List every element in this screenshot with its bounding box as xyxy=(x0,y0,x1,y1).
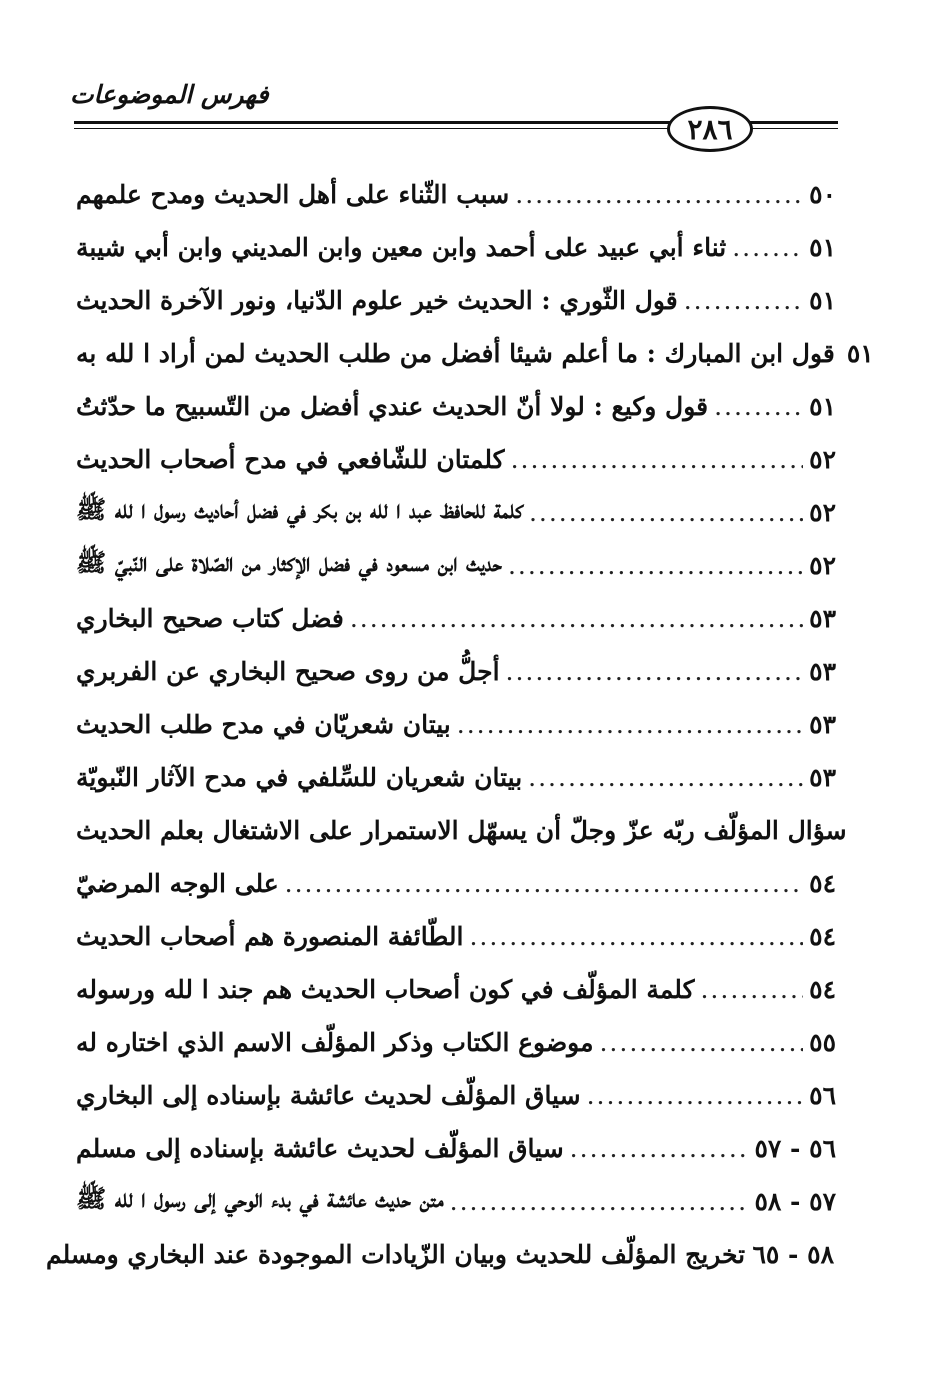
leader-dots xyxy=(528,763,803,792)
toc-entry: بيتان شعريان للسِّلفي في مدح الآثار النّبويّة ..... ٥٣ xyxy=(76,751,836,804)
leader-dots xyxy=(506,657,804,686)
leader-dots xyxy=(350,604,803,633)
toc-page: ٥٤ xyxy=(809,975,836,1004)
leader-dots xyxy=(511,445,804,474)
leader-dots xyxy=(508,551,803,580)
leader-dots xyxy=(529,498,803,527)
toc-page: ٥٤ xyxy=(809,869,836,898)
toc-page: ٥٢ xyxy=(809,551,836,580)
toc-entry: قول وكيع : لولا أنّ الحديث عندي أفضل من التّسبيح ما حدّثتُ ..... ٥١ xyxy=(76,380,836,433)
toc-entry: على الوجه المرضيّ ..... ٥٤ xyxy=(76,857,836,910)
leader-dots xyxy=(457,710,803,739)
toc-page: ٥٢ xyxy=(809,498,836,527)
toc-entry: كلمة المؤلّف في كون أصحاب الحديث هم جند ا لله ورسوله ..... ٥٤ xyxy=(76,963,836,1016)
toc-entry: موضوع الكتاب وذكر المؤلّف الاسم الذي اختاره له ..... ٥٥ xyxy=(76,1016,836,1069)
leader-dots xyxy=(684,286,803,315)
toc-page: ٥٣ xyxy=(809,710,836,739)
toc-page: ٥٦ xyxy=(809,1081,836,1110)
toc-page: ٥٣ xyxy=(809,657,836,686)
leader-dots xyxy=(587,1081,804,1110)
leader-dots xyxy=(599,1028,803,1057)
toc-entry: كلمة للحافظ عبد ا لله بن بكر في فضل أحاديث رسول ا لله ﷺ ..... ٥٢ xyxy=(76,486,836,539)
leader-dots xyxy=(450,1187,749,1216)
toc-entry-wrapped-line: سؤال المؤلّف ربّه عزّ وجلّ أن يسهّل الاستمرار على الاشتغال بعلم الحديث xyxy=(76,816,847,845)
toc-page: ٥٧ - ٥٨ xyxy=(754,1187,836,1216)
toc-entry: بيتان شعريّان في مدح طلب الحديث ..... ٥٣ xyxy=(76,698,836,751)
toc-page: ٥٢ xyxy=(809,445,836,474)
toc-page: ٥٠ xyxy=(809,180,836,209)
running-header-title: فهرس الموضوعات xyxy=(70,80,269,109)
toc-page: ٥٦ - ٥٧ xyxy=(754,1134,836,1163)
toc-page: ٥١ xyxy=(846,339,874,368)
leader-dots xyxy=(732,233,803,262)
toc-entry: سياق المؤلّف لحديث عائشة بإسناده إلى مسلم ..... ٥٦ - ٥٧ xyxy=(76,1122,836,1175)
toc-entry: سبب الثّناء على أهل الحديث ومدح علمهم ..... ٥٠ xyxy=(76,168,836,221)
leader-dots xyxy=(515,180,803,209)
toc-page: ٥٥ xyxy=(809,1028,836,1057)
leader-dots xyxy=(469,922,803,951)
leader-dots xyxy=(285,869,803,898)
toc-page: ٥١ xyxy=(809,392,836,421)
toc-page: ٥٨ - ٦٥ xyxy=(752,1240,834,1269)
toc-list xyxy=(46,168,874,1281)
toc-entry: تخريج المؤلّف للحديث وبيان الزّيادات الموجودة عند البخاري ومسلم ٥٨ - ٦٥ xyxy=(46,1240,834,1269)
toc-entry: سياق المؤلّف لحديث عائشة بإسناده إلى البخاري ..... ٥٦ xyxy=(76,1069,836,1122)
toc-page: ٥٤ xyxy=(809,922,836,951)
leader-dots xyxy=(714,392,803,421)
leader-dots xyxy=(570,1134,749,1163)
toc-page: ٥١ xyxy=(809,233,836,262)
toc-page: ٥١ xyxy=(809,286,836,315)
toc-page: ٥٣ xyxy=(809,763,836,792)
toc-entry: قول الثّوري : الحديث خير علوم الدّنيا، ونور الآخرة الحديث ..... ٥١ xyxy=(76,274,836,327)
page-number-badge: ٢٨٦ xyxy=(667,106,753,152)
toc-entry: متن حديث عائشة في بدء الوحي إلى رسول ا لله ﷺ ..... ٥٧ - ٥٨ xyxy=(76,1175,836,1228)
toc-page: ٥٣ xyxy=(809,604,836,633)
toc-entry: حديث ابن مسعود في فضل الإكثار من الصّلاة على النّبيّ ﷺ ..... ٥٢ xyxy=(76,539,836,592)
toc-entry: أجلُّ من روى صحيح البخاري عن الفربري ..... ٥٣ xyxy=(76,645,836,698)
leader-dots xyxy=(700,975,803,1004)
toc-entry: ثناء أبي عبيد على أحمد وابن معين وابن المديني وابن أبي شيبة ..... ٥١ xyxy=(76,221,836,274)
toc-entry: كلمتان للشّافعي في مدح أصحاب الحديث ..... ٥٢ xyxy=(76,433,836,486)
toc-entry: قول ابن المبارك : ما أعلم شيئا أفضل من طلب الحديث لمن أراد ا لله به ٥١ xyxy=(76,339,874,368)
toc-entry: الطّائفة المنصورة هم أصحاب الحديث ..... ٥٤ xyxy=(76,910,836,963)
toc-entry: فضل كتاب صحيح البخاري ..... ٥٣ xyxy=(76,592,836,645)
